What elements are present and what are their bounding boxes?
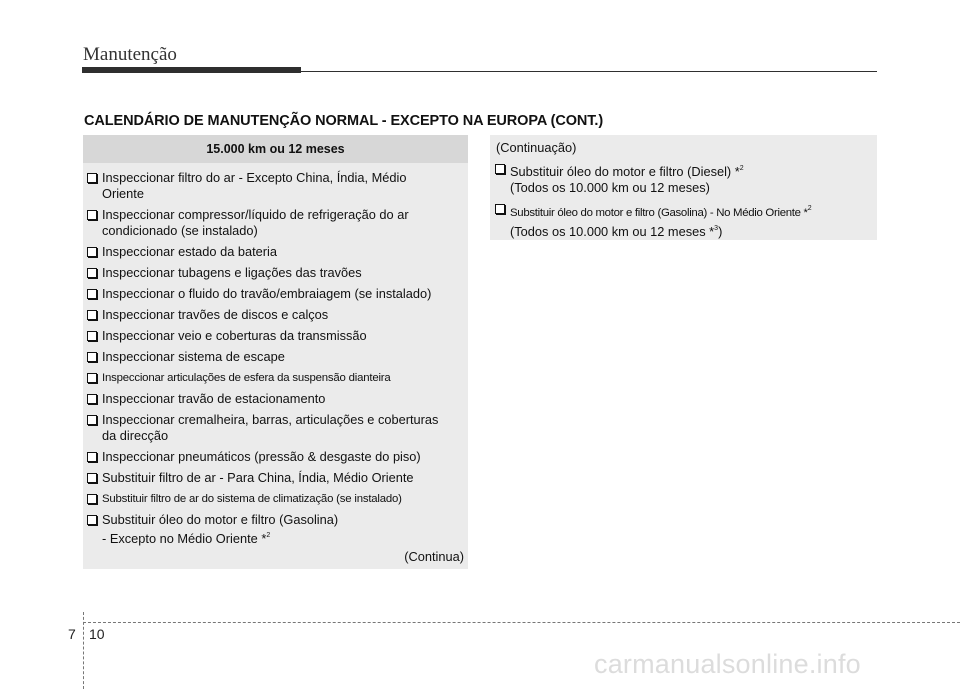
checkbox-icon (87, 452, 97, 462)
checkbox-icon (87, 268, 97, 278)
list-item: Substituir filtro de ar do sistema de climatização (se instalado) (86, 491, 466, 507)
footer-rule (83, 622, 960, 623)
checkbox-icon (87, 494, 97, 504)
list-item: Inspeccionar sistema de escape (86, 349, 466, 365)
list-item: Inspeccionar travões de discos e calços (86, 307, 466, 323)
footnote-marker: 3 (714, 225, 719, 232)
list-item: Substituir óleo do motor e filtro (Diesel) *$^2$ (Todos os 10.000 km ou 12 meses) (494, 161, 873, 196)
right-panel (490, 135, 877, 240)
list-item: Inspeccionar o fluido do travão/embraiagem (se instalado) (86, 286, 466, 302)
checkbox-icon (87, 473, 97, 483)
checkbox-icon (495, 204, 505, 214)
list-item: Substituir filtro de ar - Para China, Índia, Médio Oriente (86, 470, 466, 486)
checkbox-icon (87, 331, 97, 341)
footnote-marker: 2 (807, 205, 812, 212)
header-rule-thin (301, 71, 877, 72)
list-item: Inspeccionar pneumáticos (pressão & desgaste do piso) (86, 449, 466, 465)
checkbox-icon (87, 247, 97, 257)
list-item: Inspeccionar compressor/líquido de refrigeração do ar condicionado (se instalado) (86, 207, 466, 239)
watermark: carmanualsonline.info (594, 649, 861, 679)
list-item: Inspeccionar tubagens e ligações das travões (86, 265, 466, 281)
footnote-marker: 2 (739, 165, 744, 172)
page-chapter: 7 (68, 626, 76, 642)
checkbox-icon (87, 289, 97, 299)
list-item: Substituir óleo do motor e filtro (Gasolina) - No Médio Oriente *$^2$ (Todos os 10.000 km ou 12 meses *$^3$) (494, 201, 873, 240)
checkbox-icon (87, 173, 97, 183)
continued-label: (Continua) (404, 549, 464, 564)
checkbox-icon (87, 394, 97, 404)
page-number: 10 (89, 626, 105, 642)
list-item: Inspeccionar estado da bateria (86, 244, 466, 260)
chapter-title: Manutenção (83, 44, 177, 65)
section-title: CALENDÁRIO DE MANUTENÇÃO NORMAL - EXCEPTO NA EUROPA (CONT.) (84, 113, 604, 129)
list-item: Inspeccionar travão de estacionamento (86, 391, 466, 407)
checkbox-icon (495, 164, 505, 174)
checkbox-icon (87, 415, 97, 425)
checklist (83, 163, 468, 564)
list-item: Inspeccionar filtro do ar - Excepto China, Índia, Médio Oriente (86, 170, 466, 202)
left-panel-header: 15.000 km ou 12 meses (83, 135, 468, 163)
header-rule-thick (82, 67, 301, 73)
footnote-marker: 2 (266, 532, 271, 539)
list-item: Inspeccionar cremalheira, barras, articulações e coberturas da direcção (86, 412, 466, 444)
checkbox-icon (87, 352, 97, 362)
list-item: Inspeccionar articulações de esfera da suspensão dianteira (86, 370, 466, 386)
checkbox-icon (87, 373, 97, 383)
footer-divider (83, 612, 84, 689)
list-item: Inspeccionar veio e coberturas da transmissão (86, 328, 466, 344)
list-item: Substituir óleo do motor e filtro (Gasolina) - Excepto no Médio Oriente *$^2$ (86, 512, 466, 547)
continuation-label: (Continuação) (496, 140, 577, 155)
left-panel (83, 135, 468, 569)
checkbox-icon (87, 515, 97, 525)
checkbox-icon (87, 210, 97, 220)
checkbox-icon (87, 310, 97, 320)
